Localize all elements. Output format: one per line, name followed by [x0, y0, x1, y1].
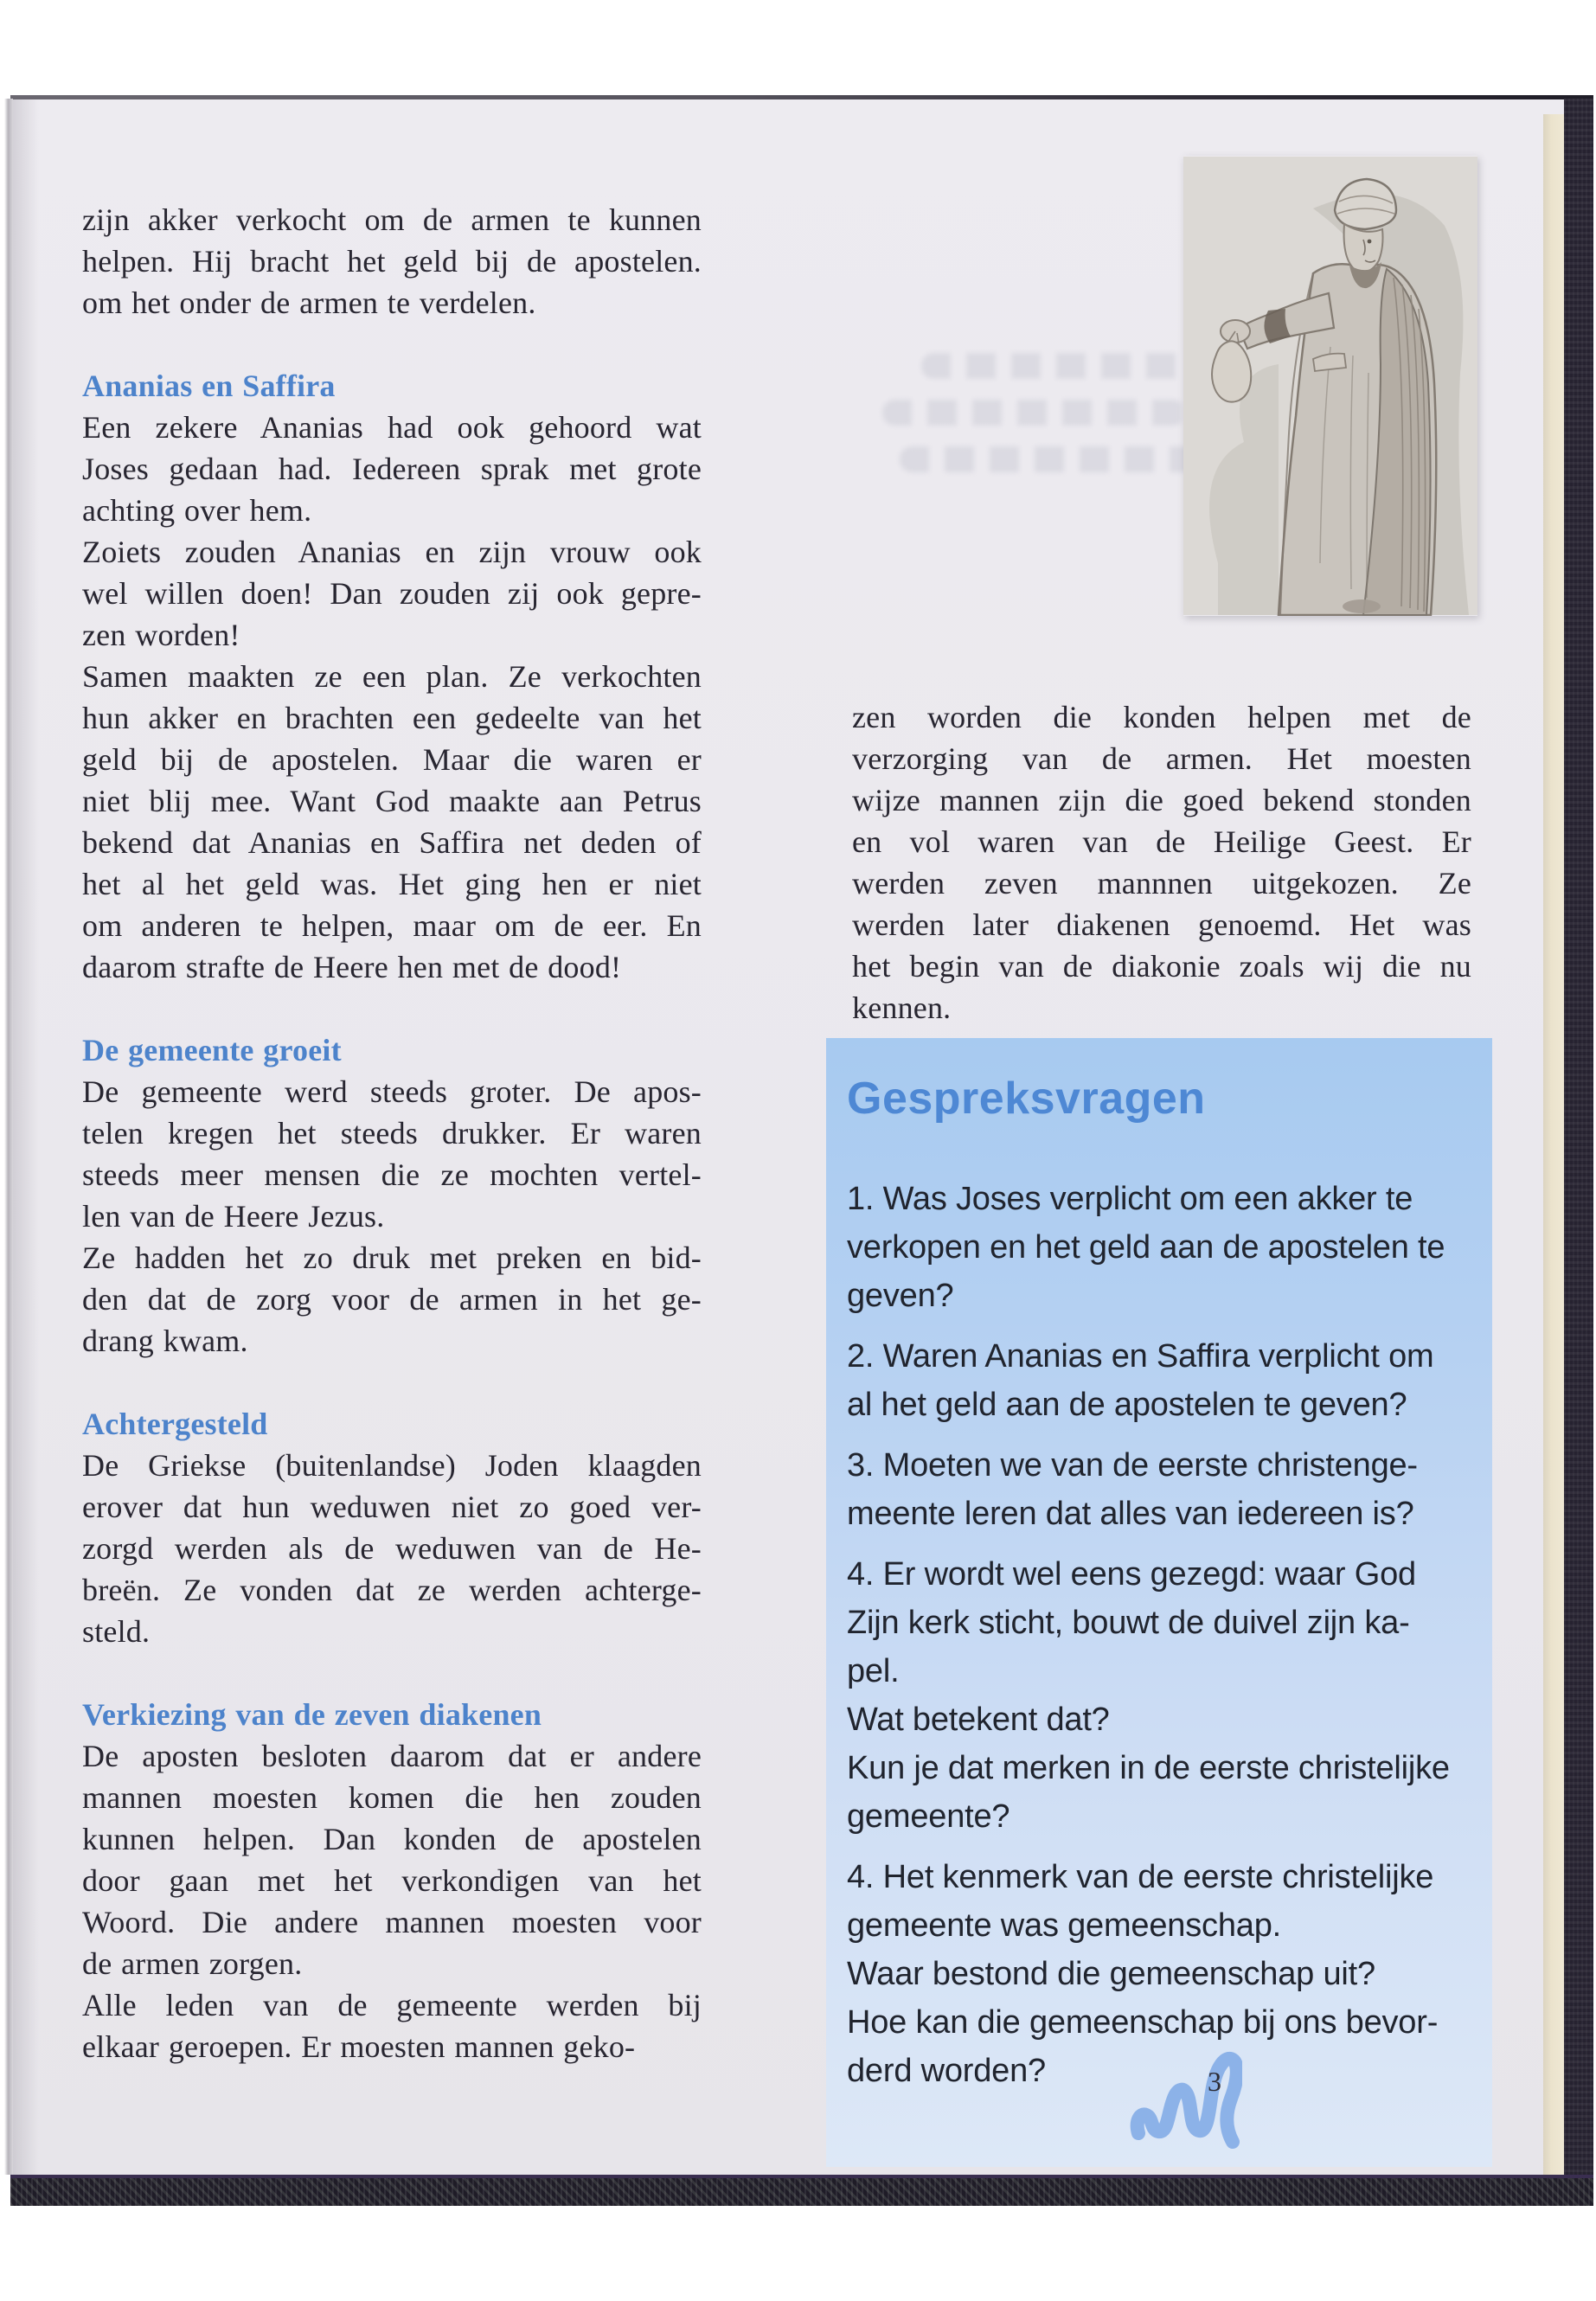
page-edge-cream-strip [1543, 114, 1564, 2176]
paragraph [852, 696, 1471, 1029]
discussion-box-inner [826, 1038, 1492, 2095]
text-line: 1. Was Joses verplicht om een akker te [847, 1181, 1413, 1217]
text-line: en vol waren van de Heilige Geest. Er [852, 824, 1471, 859]
book-cover-right-edge [1564, 99, 1593, 2202]
bleed-through-artifact [900, 446, 1194, 472]
discussion-questions [847, 1175, 1477, 2095]
question-item [847, 1175, 1477, 1320]
illustration-man-with-money-bag [1183, 156, 1477, 616]
page-number-squiggle-ornament [1130, 2031, 1242, 2152]
text-line: breën. Ze vonden dat ze werden achterge- [82, 1573, 702, 1607]
text-line: daarom strafte de Heere hen met de dood! [82, 950, 622, 984]
paragraph [82, 1735, 702, 1984]
section-heading: De gemeente groeit [82, 1033, 342, 1067]
text-line: bekend dat Ananias en Saffira net deden of [82, 825, 702, 860]
text-line: verzorging van de armen. Het moesten [852, 741, 1471, 776]
paragraph [82, 1984, 702, 2067]
page-top-edge [10, 95, 1593, 99]
text-line: kunnen helpen. Dan konden de apostelen [82, 1822, 702, 1856]
text-line: om het onder de armen te verdelen. [82, 285, 536, 320]
text-line: gemeente was gemeenschap. [847, 1907, 1281, 1944]
text-line: zorgd werden als de weduwen van de He- [82, 1531, 702, 1566]
question-item [847, 1441, 1477, 1538]
text-line: 4. Er wordt wel eens gezegd: waar God [847, 1556, 1416, 1593]
text-line: telen kregen het steeds drukker. Er waren [82, 1116, 702, 1150]
bleed-through-artifact [882, 400, 1185, 426]
bleed-through-artifact [921, 353, 1207, 379]
text-line: steeds meer mensen die ze mochten vertel- [82, 1157, 702, 1192]
text-line: hun akker en brachten een gedeelte van het [82, 701, 702, 735]
question-item [847, 1332, 1477, 1429]
text-line: het begin van de diakonie zoals wij die nu [852, 949, 1471, 984]
section-heading: Ananias en Saffira [82, 369, 336, 403]
page-left-shadow [13, 99, 39, 2175]
text-line: den dat de zorg voor de armen in het ge- [82, 1282, 702, 1317]
text-line: Zijn kerk sticht, bouwt de duivel zijn ka- [847, 1605, 1410, 1641]
text-line: Zoiets zouden Ananias en zijn vrouw ook [82, 535, 702, 569]
text-line: al het geld aan de apostelen te geven? [847, 1387, 1407, 1423]
text-line: kennen. [852, 990, 952, 1025]
text-line: geven? [847, 1278, 954, 1314]
paragraph [82, 407, 702, 531]
text-line: wel willen doen! Dan zouden zij ook gepre- [82, 576, 702, 611]
text-line: gemeente? [847, 1798, 1010, 1835]
text-line: erover dat hun weduwen niet zo goed ver- [82, 1490, 702, 1524]
text-line: Woord. Die andere mannen moesten voor [82, 1905, 702, 1939]
text-line: de armen zorgen. [82, 1946, 303, 1981]
text-line: het al het geld was. Het ging hen er niet [82, 867, 702, 901]
text-line: De gemeente werd steeds groter. De apos- [82, 1074, 702, 1109]
text-line: 4. Het kenmerk van de eerste christelijke [847, 1859, 1434, 1895]
text-line: door gaan met het verkondigen van het [82, 1863, 702, 1898]
paragraph [82, 531, 702, 656]
text-line: geld bij de apostelen. Maar die waren er [82, 742, 702, 777]
text-line: Alle leden van de gemeente werden bij [82, 1988, 702, 2022]
text-line: Ze hadden het zo druk met preken en bid- [82, 1240, 702, 1275]
text-line: steld. [82, 1614, 151, 1649]
text-line: Samen maakten ze een plan. Ze verkochten [82, 659, 702, 694]
text-line: Waar bestond die gemeenschap uit? [847, 1956, 1375, 1992]
text-line: meente leren dat alles van iedereen is? [847, 1496, 1414, 1532]
text-line: werden later diakenen genoemd. Het was [852, 907, 1471, 942]
page-left-edge [4, 99, 13, 2175]
text-line: pel. [847, 1653, 900, 1689]
paragraph [82, 1071, 702, 1237]
text-line: De Griekse (buitenlandse) Joden klaagden [82, 1448, 702, 1483]
text-line: elkaar geroepen. Er moesten mannen geko- [82, 2029, 636, 2064]
right-column [852, 696, 1471, 1029]
text-line: drang kwam. [82, 1324, 248, 1358]
discussion-box-title: Gespreksvragen [847, 1074, 1206, 1124]
text-line: zen worden! [82, 618, 240, 652]
section-heading: Achtergesteld [82, 1407, 268, 1441]
paragraph [82, 1445, 702, 1652]
text-line: verkopen en het geld aan de apostelen te [847, 1229, 1445, 1266]
text-line: Kun je dat merken in de eerste christelijke [847, 1750, 1450, 1786]
section-heading: Verkiezing van de zeven diakenen [82, 1697, 542, 1732]
text-line: Hoe kan die gemeenschap bij ons bevor- [847, 2004, 1439, 2041]
text-line: mannen moesten komen die hen zouden [82, 1780, 702, 1815]
text-line: Een zekere Ananias had ook gehoord wat [82, 410, 702, 445]
text-line: derd worden? [847, 2053, 1046, 2089]
text-line: len van de Heere Jezus. [82, 1199, 385, 1234]
paragraph [82, 199, 702, 324]
book-cover-bottom-edge [10, 2175, 1593, 2206]
text-line: werden zeven mannnen uitgekozen. Ze [852, 866, 1471, 901]
text-line: Joses gedaan had. Iedereen sprak met grote [82, 452, 702, 486]
text-line: De aposten besloten daarom dat er andere [82, 1739, 702, 1773]
text-line: niet blij mee. Want God maakte aan Petrus [82, 784, 702, 818]
question-item [847, 1550, 1477, 1841]
discussion-box [826, 1038, 1492, 2167]
text-line: wijze mannen zijn die goed bekend stonden [852, 783, 1471, 817]
text-line: 2. Waren Ananias en Saffira verplicht om [847, 1338, 1434, 1375]
paragraph [82, 1237, 702, 1362]
paragraph [82, 656, 702, 988]
left-column [82, 199, 702, 2067]
text-line: helpen. Hij bracht het geld bij de apostelen. [82, 244, 702, 279]
page-number: 3 [1208, 2066, 1221, 2097]
text-line: om anderen te helpen, maar om de eer. En [82, 908, 702, 943]
text-line: zijn akker verkocht om de armen te kunnen [82, 202, 702, 237]
text-line: zen worden die konden helpen met de [852, 700, 1471, 734]
text-line: achting over hem. [82, 493, 312, 528]
text-line: 3. Moeten we van de eerste christenge- [847, 1447, 1418, 1484]
text-line: Wat betekent dat? [847, 1702, 1110, 1738]
